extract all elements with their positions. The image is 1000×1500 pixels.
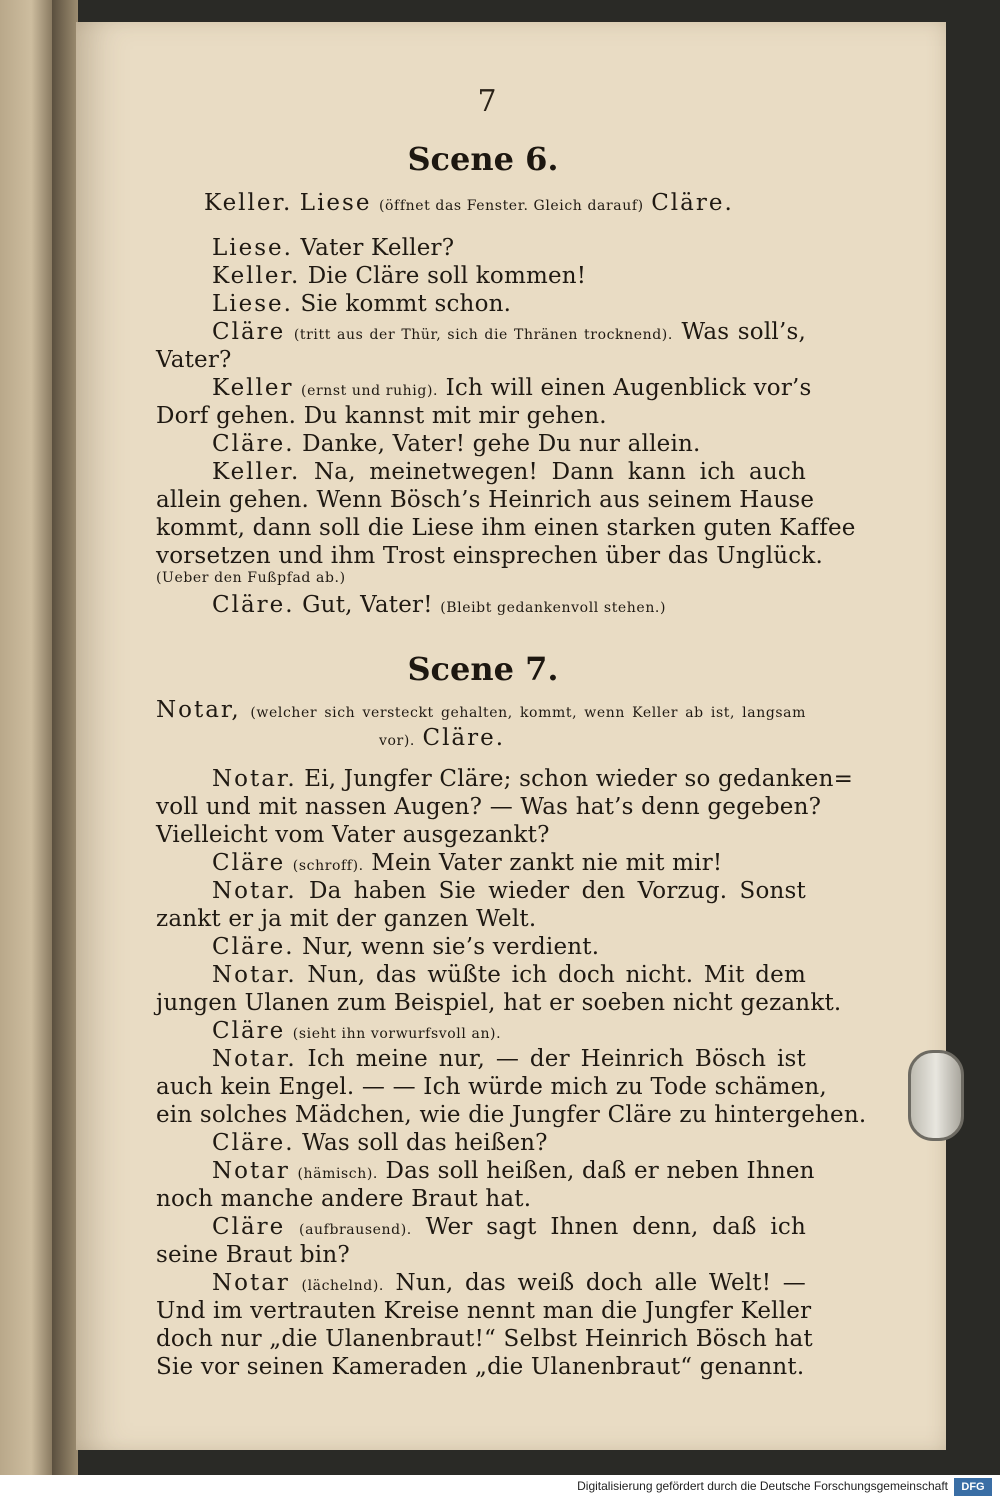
dialogue-line — [212, 235, 862, 261]
dialogue-continuation: Vater? — [156, 347, 232, 373]
dialogue-line — [212, 263, 862, 289]
speaker: Notar. — [212, 766, 297, 792]
speaker: Keller. — [212, 459, 301, 485]
stage-direction: (sieht ihn vorwurfsvoll an). — [292, 1026, 502, 1042]
dialogue-line — [212, 766, 854, 792]
dialogue-line — [212, 962, 806, 988]
speaker: Cläre. — [212, 431, 295, 457]
speech: Gut, Vater! — [302, 592, 433, 618]
stage-direction: (aufbrausend). — [299, 1222, 412, 1238]
dialogue-continuation: auch kein Engel. — — Ich würde mich zu Tode schämen, — [156, 1074, 827, 1100]
dialogue-line — [212, 1130, 862, 1156]
speaker: Liese. — [212, 235, 293, 261]
dialogue-continuation: doch nur „die Ulanenbraut!“ Selbst Heinrich Bösch hat — [156, 1326, 813, 1352]
stage-direction: (tritt aus der Thür, sich die Thränen trocknend). — [293, 327, 673, 343]
speech: Wer sagt Ihnen denn, daß ich — [425, 1214, 807, 1240]
cast-notar: Notar, — [156, 697, 241, 723]
dialogue-line — [212, 878, 806, 904]
page-holder-thumb — [908, 1050, 964, 1141]
dialogue-line — [212, 1018, 862, 1044]
cast-stage-direction: (welcher sich versteckt gehalten, kommt, wenn Keller ab ist, langsam — [250, 705, 806, 721]
speaker: Cläre. — [212, 592, 295, 618]
speech: Nun, das weiß doch alle Welt! — — [395, 1270, 806, 1296]
cast-liese: Liese — [299, 190, 372, 216]
dialogue-line — [212, 1214, 806, 1240]
cast-keller: Keller. — [204, 190, 293, 216]
speaker: Cläre. — [212, 1130, 295, 1156]
dialogue-continuation: jungen Ulanen zum Beispiel, hat er soeben nicht gezankt. — [156, 990, 842, 1016]
stage-direction: (hämisch). — [297, 1166, 378, 1182]
dialogue-continuation: Und im vertrauten Kreise nennt man die Jungfer Keller — [156, 1298, 812, 1324]
speech: Was soll’s, — [681, 319, 806, 345]
stage-direction: (Bleibt gedankenvoll stehen.) — [440, 600, 667, 616]
speech: Vater Keller? — [300, 235, 455, 261]
speech: Da haben Sie wieder den Vorzug. Sonst — [308, 878, 806, 904]
page-number: 7 — [477, 84, 497, 119]
dialogue-continuation: Dorf gehen. Du kannst mit mir gehen. — [156, 403, 607, 429]
scene-7-heading: Scene 7. — [407, 650, 559, 688]
dialogue-line — [212, 1270, 806, 1296]
speaker: Cläre — [212, 319, 286, 345]
dialogue-line — [212, 459, 806, 485]
dialogue-continuation: allein gehen. Wenn Bösch’s Heinrich aus seinem Hause — [156, 487, 815, 513]
book-page — [76, 22, 946, 1450]
cast-claere: Cläre. — [651, 190, 734, 216]
speaker: Cläre. — [212, 934, 295, 960]
stage-direction: (schroff). — [292, 858, 364, 874]
speech: Mein Vater zankt nie mit mir! — [371, 850, 723, 876]
speech: Ei, Jungfer Cläre; schon wieder so gedanken= — [304, 766, 854, 792]
dialogue-line — [212, 319, 806, 345]
scene-7-cast — [156, 697, 806, 723]
dialogue-line — [212, 431, 862, 457]
stage-direction: (lächelnd). — [301, 1278, 384, 1294]
speech: Na, meinetwegen! Dann kann ich auch — [313, 459, 806, 485]
dialogue-continuation: voll und mit nassen Augen? — Was hat’s denn gegeben? — [156, 794, 822, 820]
speaker: Cläre — [212, 1018, 286, 1044]
speaker: Keller. — [212, 263, 301, 289]
book-gutter — [52, 0, 78, 1475]
dialogue-line — [212, 1158, 815, 1184]
speaker: Liese. — [212, 291, 293, 317]
stage-direction: (Ueber den Fußpfad ab.) — [156, 570, 346, 586]
cast-claere: Cläre. — [422, 725, 506, 751]
speech: Ich will einen Augenblick vor’s — [445, 375, 812, 401]
cast-stage-direction: vor). — [379, 733, 415, 749]
dialogue-line — [212, 375, 812, 401]
scene-6-cast — [204, 190, 854, 216]
dialogue-continuation: noch manche andere Braut hat. — [156, 1186, 532, 1212]
speech: Ich meine nur, — der Heinrich Bösch ist — [307, 1046, 806, 1072]
speaker: Notar. — [212, 962, 297, 988]
dialogue-line — [212, 291, 862, 317]
speech: Nur, wenn sie’s verdient. — [302, 934, 600, 960]
dialogue-continuation: seine Braut bin? — [156, 1242, 350, 1268]
scene-7-cast-cont — [379, 725, 579, 751]
speaker: Notar. — [212, 878, 297, 904]
dialogue-continuation: ein solches Mädchen, wie die Jungfer Cläre zu hintergehen. — [156, 1102, 867, 1128]
speaker: Cläre — [212, 850, 286, 876]
funding-notice: Digitalisierung gefördert durch die Deutsche Forschungsgemeinschaft — [577, 1479, 948, 1493]
stage-direction: (ernst und ruhig). — [301, 383, 439, 399]
dialogue-continuation: kommt, dann soll die Liese ihm einen starken guten Kaffee — [156, 515, 856, 541]
dfg-logo: DFG — [954, 1478, 992, 1496]
dialogue-continuation: vorsetzen und ihm Trost einsprechen über das Unglück. — [156, 543, 823, 569]
speaker: Keller — [212, 375, 294, 401]
speech: Was soll das heißen? — [302, 1130, 548, 1156]
speaker: Notar. — [212, 1046, 297, 1072]
scene-6-heading: Scene 6. — [407, 140, 559, 178]
dialogue-line — [212, 1046, 806, 1072]
speech: Nun, das wüßte ich doch nicht. Mit dem — [307, 962, 806, 988]
dialogue-continuation: Vielleicht vom Vater ausgezankt? — [156, 822, 550, 848]
dialogue-line — [212, 934, 862, 960]
dialogue-continuation: zankt er ja mit der ganzen Welt. — [156, 906, 537, 932]
speech: Die Cläre soll kommen! — [307, 263, 587, 289]
speaker: Notar — [212, 1158, 290, 1184]
speech: Danke, Vater! gehe Du nur allein. — [302, 431, 701, 457]
left-page-edge — [0, 0, 52, 1475]
speech: Sie kommt schon. — [300, 291, 512, 317]
speaker: Notar — [212, 1270, 290, 1296]
dialogue-line — [212, 592, 862, 618]
dialogue-continuation: Sie vor seinen Kameraden „die Ulanenbraut“ genannt. — [156, 1354, 805, 1380]
digitization-footer — [0, 1475, 1000, 1500]
cast-stage-direction: (öffnet das Fenster. Gleich darauf) — [378, 198, 644, 214]
speaker: Cläre — [212, 1214, 286, 1240]
speech: Das soll heißen, daß er neben Ihnen — [385, 1158, 815, 1184]
dialogue-line — [212, 850, 862, 876]
